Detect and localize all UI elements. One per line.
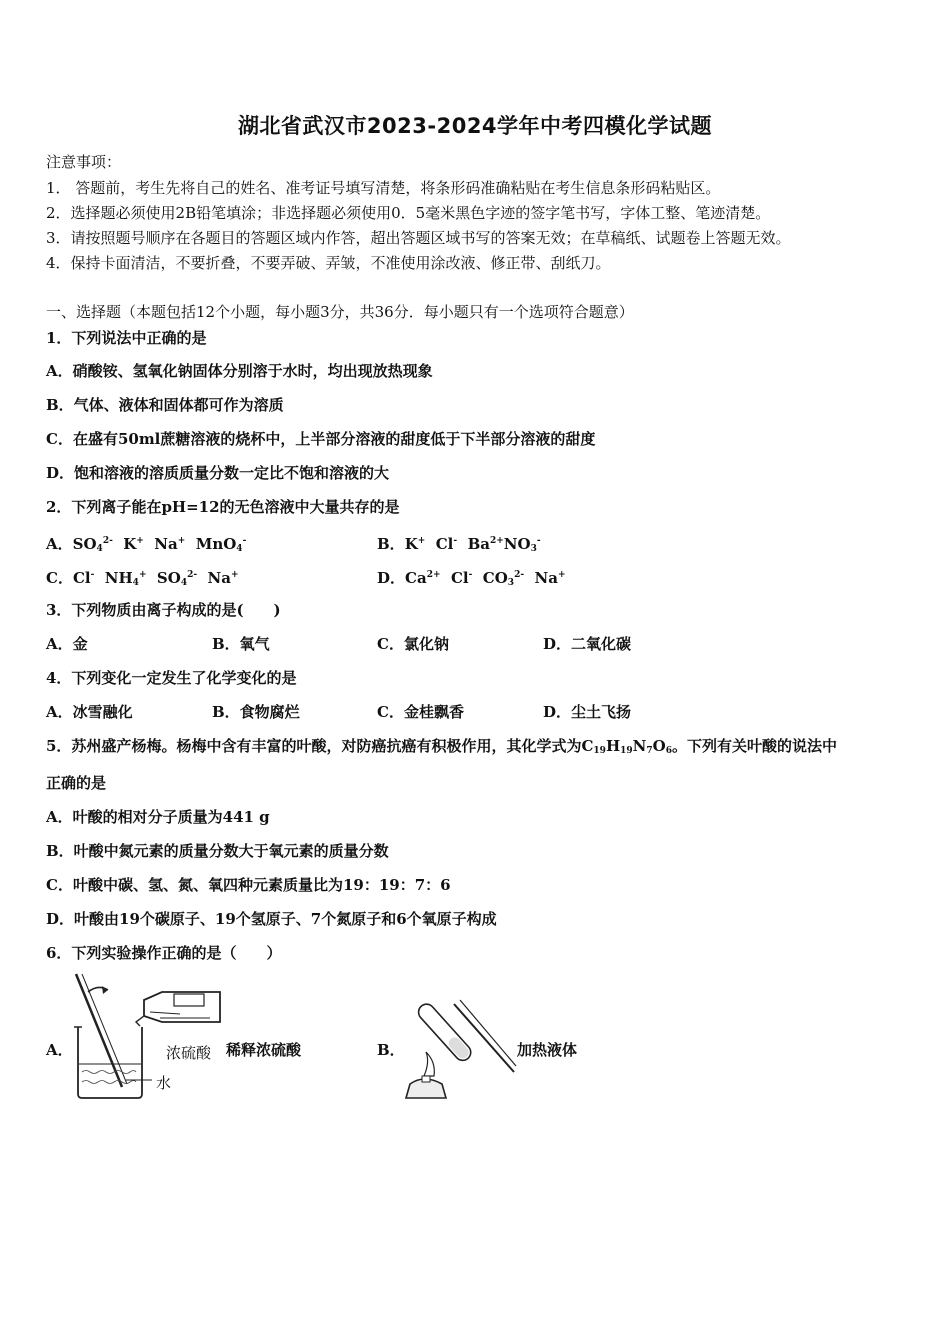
q5-option-b: B．叶酸中氮元素的质量分数大于氧元素的质量分数 (46, 842, 389, 860)
section-heading: 一、选择题（本题包括12个小题，每小题3分，共36分．每小题只有一个选项符合题意） (46, 303, 634, 321)
q1-option-c: C．在盛有50ml蔗糖溶液的烧杯中，上半部分溶液的甜度低于下半部分溶液的甜度 (46, 430, 596, 448)
q6-option-a-prefix: A． (46, 1041, 73, 1059)
q3-option-d: D．二氧化碳 (543, 635, 632, 653)
q2-option-a: A．$SO_4^{2-}$ K+ Na+ MnO$_4$- (46, 535, 247, 554)
water-fig-label: 水 (156, 1074, 172, 1092)
q5-option-d: D．叶酸由19个碳原子、19个氢原子、7个氮原子和6个氧原子构成 (46, 910, 497, 928)
notice-heading: 注意事项： (46, 153, 122, 171)
beaker (78, 1027, 142, 1098)
q6-option-b-prefix: B． (377, 1041, 405, 1059)
q1-option-a: A．硝酸铵、氢氧化钠固体分别溶于水时，均出现放热现象 (46, 362, 433, 380)
q5-stem-line2: 正确的是 (46, 774, 107, 792)
q3-stem: 3．下列物质由离子构成的是( ) (46, 601, 281, 619)
q1-option-d: D．饱和溶液的溶质质量分数一定比不饱和溶液的大 (46, 464, 390, 482)
q1-stem: 1．下列说法中正确的是 (46, 329, 207, 347)
q4-option-b: B．食物腐烂 (212, 703, 300, 721)
q6-stem: 6．下列实验操作正确的是（ ） (46, 944, 282, 962)
q6-option-a-label: 稀释浓硫酸 (226, 1041, 302, 1059)
heat-liquid-figure (402, 990, 518, 1102)
dilute-acid-figure (70, 972, 226, 1100)
q6-option-b-label: 加热液体 (517, 1041, 578, 1059)
q5-stem: 5．苏州盛产杨梅。杨梅中含有丰富的叶酸，对防癌抗癌有积极作用，其化学式为$C_{19}H_{19}N_7O_6$。下列有关叶酸的说法中 (46, 737, 837, 756)
q3-option-a: A．金 (46, 635, 88, 653)
q2-option-b: B．K+ Cl- $Ba^{2+}NO_3^-$ (377, 535, 541, 554)
notice-item-3: 3．请按照题号顺序在各题目的答题区域内作答，超出答题区域书写的答案无效；在草稿纸、试题卷上答题无效。 (46, 229, 791, 247)
page-title: 湖北省武汉市2023-2024学年中考四模化学试题 (237, 114, 713, 138)
q4-option-c: C．金桂飘香 (377, 703, 464, 721)
q4-option-a: A．冰雪融化 (46, 703, 133, 721)
notice-item-2: 2．选择题必须使用2B铅笔填涂；非选择题必须使用0．5毫米黑色字迹的签字笔书写，字体工整、笔迹清楚。 (46, 204, 771, 222)
q4-option-d: D．尘土飞扬 (543, 703, 632, 721)
q2-option-c: C．Cl- $NH_4^+$ $SO_4^{2-}$ Na+ (46, 569, 239, 588)
notice-item-1: 1． 答题前，考生先将自己的姓名、准考证号填写清楚，将条形码准确粘贴在考生信息条形码粘贴区。 (46, 179, 721, 197)
q1-option-b: B．气体、液体和固体都可作为溶质 (46, 396, 284, 414)
q2-option-d: D．$Ca^{2+}$ Cl- $CO_3^{2-}$ Na+ (377, 569, 566, 588)
q5-option-c: C．叶酸中碳、氢、氮、氧四种元素质量比为19：19：7：6 (46, 876, 451, 894)
q3-option-c: C．氯化钠 (377, 635, 449, 653)
glass-rod (76, 974, 122, 1087)
q5-option-a: A．叶酸的相对分子质量为441 g (46, 808, 270, 826)
q2-stem: 2．下列离子能在pH=12的无色溶液中大量共存的是 (46, 498, 400, 516)
flame-icon (424, 1052, 434, 1076)
q4-stem: 4．下列变化一定发生了化学变化的是 (46, 669, 297, 687)
q3-option-b: B．氧气 (212, 635, 270, 653)
acid-fig-label: 浓硫酸 (166, 1044, 212, 1062)
tube-holder (454, 1004, 514, 1072)
notice-item-4: 4．保持卡面清洁，不要折叠，不要弄破、弄皱，不准使用涂改液、修正带、刮纸刀。 (46, 254, 611, 272)
